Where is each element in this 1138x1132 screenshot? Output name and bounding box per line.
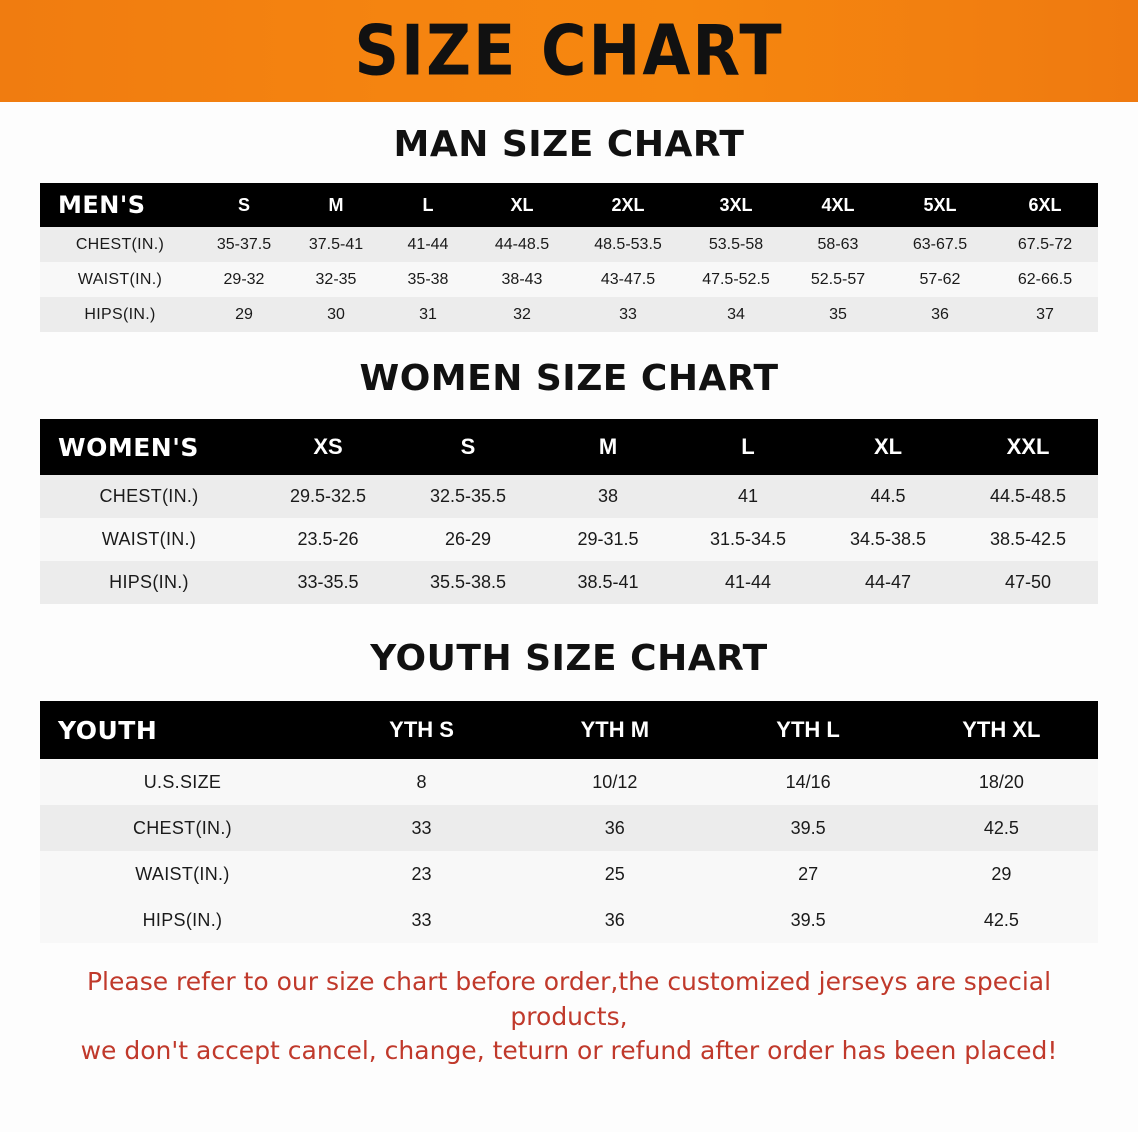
column-header: 6XL: [1028, 194, 1062, 215]
cell: 31: [419, 305, 437, 323]
cell: 29: [235, 305, 253, 323]
youth-section-title: YOUTH SIZE CHART: [370, 638, 768, 679]
cell: 35-38: [407, 270, 449, 288]
cell: 44-47: [864, 572, 912, 592]
table-row: [40, 475, 1098, 518]
column-header: 3XL: [719, 194, 753, 215]
column-header: MEN'S: [58, 191, 146, 219]
column-header: XXL: [1006, 434, 1050, 459]
women-size-table: [40, 419, 1098, 604]
cell: 41-44: [724, 572, 772, 592]
row-label: HIPS(IN.): [142, 909, 223, 930]
cell: 33: [411, 817, 432, 838]
cell: 44-48.5: [494, 235, 550, 253]
table-row: [40, 262, 1098, 297]
row-label: CHEST(IN.): [132, 817, 232, 838]
column-header: XL: [510, 194, 534, 215]
cell: 29-31.5: [577, 529, 639, 549]
cell: 14/16: [785, 771, 831, 792]
cell: 32-35: [315, 270, 357, 288]
cell: 62-66.5: [1017, 270, 1073, 288]
column-header: 4XL: [821, 194, 855, 215]
table-row: [40, 759, 1098, 805]
table-row: [40, 805, 1098, 851]
column-header: S: [237, 194, 250, 215]
man-section-title: MAN SIZE CHART: [393, 124, 745, 165]
cell: 32.5-35.5: [429, 486, 507, 506]
column-header: 2XL: [611, 194, 645, 215]
row-label: HIPS(IN.): [109, 572, 189, 592]
table-row: [40, 518, 1098, 561]
cell: 38.5-42.5: [989, 529, 1067, 549]
cell: 41: [737, 486, 759, 506]
cell: 44.5-48.5: [989, 486, 1067, 506]
cell: 43-47.5: [600, 270, 656, 288]
cell: 57-62: [919, 270, 961, 288]
row-label: CHEST(IN.): [75, 235, 165, 253]
table-header-row: [40, 183, 1098, 227]
table-row: [40, 297, 1098, 332]
column-header: WOMEN'S: [58, 432, 199, 462]
cell: 39.5: [790, 817, 826, 838]
cell: 36: [604, 909, 625, 930]
row-label: WAIST(IN.): [135, 863, 230, 884]
cell: 27: [798, 863, 819, 884]
cell: 23: [411, 863, 432, 884]
cell: 58-63: [817, 235, 859, 253]
cell: 39.5: [790, 909, 826, 930]
women-table-container: [40, 419, 1098, 604]
table-header-row: [40, 701, 1098, 759]
cell: 38.5-41: [577, 572, 639, 592]
cell: 37: [1036, 305, 1054, 323]
cell: 41-44: [407, 235, 449, 253]
cell: 36: [604, 817, 625, 838]
cell: 38: [597, 486, 619, 506]
cell: 31.5-34.5: [709, 529, 787, 549]
cell: 35.5-38.5: [429, 572, 507, 592]
youth-size-table: [40, 701, 1098, 943]
cell: 67.5-72: [1017, 235, 1073, 253]
column-header: XS: [313, 434, 343, 459]
row-label: CHEST(IN.): [99, 486, 199, 506]
column-header: M: [598, 434, 618, 459]
table-row: [40, 851, 1098, 897]
cell: 30: [327, 305, 345, 323]
cell: 32: [513, 305, 531, 323]
cell: 47-50: [1004, 572, 1052, 592]
cell: 8: [416, 771, 427, 792]
column-header: S: [460, 434, 476, 459]
column-header: L: [741, 434, 755, 459]
cell: 63-67.5: [912, 235, 968, 253]
cell: 52.5-57: [810, 270, 866, 288]
column-header: YTH L: [776, 717, 840, 742]
column-header: YTH M: [580, 717, 650, 742]
cell: 18/20: [978, 771, 1024, 792]
column-header: YTH S: [389, 717, 454, 742]
cell: 35: [829, 305, 847, 323]
row-label: WAIST(IN.): [101, 529, 197, 549]
page-banner: [0, 0, 1138, 102]
cell: 26-29: [444, 529, 492, 549]
cell: 34: [727, 305, 745, 323]
column-header: L: [422, 194, 434, 215]
cell: 47.5-52.5: [702, 270, 770, 288]
column-header: XL: [873, 434, 903, 459]
cell: 38-43: [501, 270, 543, 288]
cell: 37.5-41: [308, 235, 364, 253]
man-table-container: [40, 183, 1098, 332]
disclaimer-line-2: we don't accept cancel, change, teturn or refund after order has been placed!: [80, 1036, 1058, 1065]
man-size-table: [40, 183, 1098, 332]
cell: 29-32: [223, 270, 265, 288]
cell: 34.5-38.5: [849, 529, 927, 549]
cell: 25: [604, 863, 625, 884]
column-header: 5XL: [923, 194, 957, 215]
cell: 23.5-26: [297, 529, 359, 549]
table-row: [40, 227, 1098, 262]
cell: 35-37.5: [216, 235, 272, 253]
cell: 42.5: [983, 817, 1019, 838]
cell: 29.5-32.5: [289, 486, 367, 506]
column-header: YTH XL: [962, 717, 1041, 742]
disclaimer-note: [42, 965, 1096, 1069]
cell: 36: [931, 305, 949, 323]
page-title: SIZE CHART: [354, 9, 784, 92]
cell: 42.5: [983, 909, 1019, 930]
table-row: [40, 561, 1098, 604]
disclaimer-line-1: Please refer to our size chart before order,the customized jerseys are special products,: [86, 967, 1052, 1031]
youth-table-container: [40, 701, 1098, 943]
cell: 33: [619, 305, 637, 323]
column-header: M: [328, 194, 344, 215]
cell: 33-35.5: [297, 572, 359, 592]
table-header-row: [40, 419, 1098, 475]
row-label: HIPS(IN.): [84, 305, 156, 323]
cell: 10/12: [592, 771, 638, 792]
cell: 48.5-53.5: [594, 235, 662, 253]
cell: 33: [411, 909, 432, 930]
cell: 44.5: [870, 486, 906, 506]
row-label: U.S.SIZE: [143, 771, 222, 792]
row-label: WAIST(IN.): [77, 270, 163, 288]
cell: 53.5-58: [708, 235, 764, 253]
column-header: YOUTH: [58, 715, 158, 745]
cell: 29: [991, 863, 1012, 884]
table-row: [40, 897, 1098, 943]
women-section-title: WOMEN SIZE CHART: [359, 358, 779, 399]
